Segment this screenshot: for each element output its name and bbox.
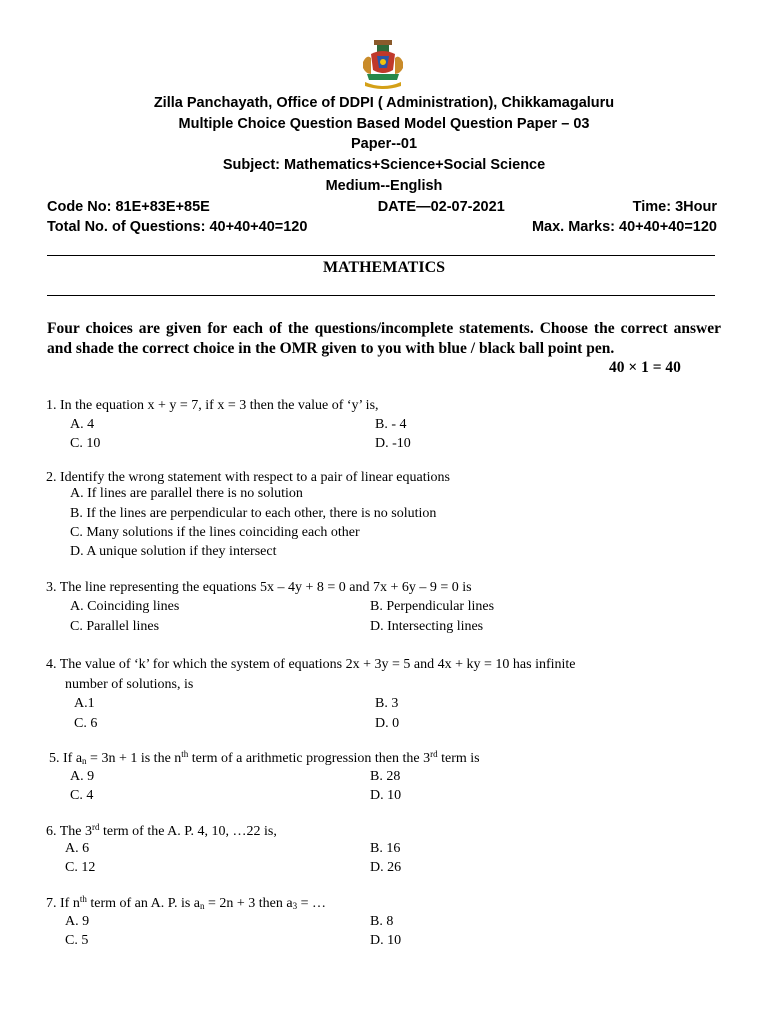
q2-option-b: B. If the lines are perpendicular to each other, there is no solution — [70, 506, 437, 521]
question-4: 4. The value of ‘k’ for which the system of equations 2x + 3y = 5 and 4x + ky = 10 has infinite — [46, 657, 576, 672]
exam-time: Time: 3Hour — [632, 199, 717, 215]
exam-date: DATE—02-07-2021 — [377, 199, 505, 215]
q3-option-c: C. Parallel lines — [70, 619, 160, 634]
q2-option-c: C. Many solutions if the lines coinciding each other — [70, 525, 360, 540]
question-1: 1. In the equation x + y = 7, if x = 3 then the value of ‘y’ is, — [46, 398, 379, 413]
header-totals-row — [47, 219, 717, 235]
q4-option-a: A.1 — [74, 696, 95, 711]
q6-superscript: rd — [92, 822, 100, 832]
q7-superscript: th — [79, 894, 87, 904]
q7-option-b: B. 8 — [370, 914, 394, 929]
q2-option-a: A. If lines are parallel there is no solution — [70, 486, 303, 501]
q4-option-d: D. 0 — [375, 716, 400, 731]
q7-text-part: 7. If n — [46, 896, 80, 911]
q5-superscript: rd — [430, 749, 438, 759]
q7-text-part: term of an A. P. is a — [86, 896, 200, 911]
max-marks: Max. Marks: 40+40+40=120 — [531, 219, 717, 235]
q1-option-b: B. - 4 — [375, 417, 407, 432]
question-3: 3. The line representing the equations 5x – 4y + 8 = 0 and 7x + 6y – 9 = 0 is — [46, 580, 472, 595]
divider-bottom — [47, 295, 715, 296]
question-4-continued: number of solutions, is — [65, 677, 194, 692]
header-paper-title: Multiple Choice Question Based Model Question Paper – 03 — [178, 116, 590, 132]
question-5 — [49, 749, 729, 769]
q1-option-d: D. -10 — [375, 436, 411, 451]
q6-option-b: B. 16 — [370, 841, 401, 856]
q5-text-part: term of a arithmetic progression then the 3 — [188, 751, 431, 766]
q5-option-c: C. 4 — [70, 788, 94, 803]
section-title: MATHEMATICS — [322, 259, 446, 276]
q7-option-d: D. 10 — [370, 933, 402, 948]
q1-option-c: C. 10 — [70, 436, 101, 451]
header-paper-number: Paper--01 — [350, 136, 418, 152]
header-subject: Subject: Mathematics+Science+Social Science — [222, 157, 546, 173]
q4-option-c: C. 6 — [74, 716, 98, 731]
q6-text-part: term of the A. P. 4, 10, …22 is, — [99, 824, 277, 839]
total-questions: Total No. of Questions: 40+40+40=120 — [47, 219, 308, 235]
q7-subscript: 3 — [292, 901, 298, 911]
q5-option-d: D. 10 — [370, 788, 402, 803]
q5-option-b: B. 28 — [370, 769, 401, 784]
q6-option-d: D. 26 — [370, 860, 402, 875]
q7-option-a: A. 9 — [65, 914, 90, 929]
state-emblem-logo — [357, 40, 409, 92]
q3-option-b: B. Perpendicular lines — [370, 599, 495, 614]
instructions: Four choices are given for each of the questions/incomplete statements. Choose the correct answer and shade the correct choice in the OMR given to you with blue / black ball point pen. — [47, 320, 721, 357]
question-7 — [46, 894, 726, 914]
q3-option-a: A. Coinciding lines — [70, 599, 180, 614]
divider-top — [47, 255, 715, 256]
q6-option-c: C. 12 — [65, 860, 96, 875]
q2-option-d: D. A unique solution if they intersect — [70, 544, 277, 559]
q4-option-b: B. 3 — [375, 696, 399, 711]
q3-option-d: D. Intersecting lines — [370, 619, 484, 634]
header-medium: Medium--English — [325, 178, 443, 194]
header-code-row — [47, 199, 717, 215]
q1-option-a: A. 4 — [70, 417, 95, 432]
q5-text-part: 5. If a — [49, 751, 83, 766]
header-office: Zilla Panchayath, Office of DDPI ( Administration), Chikkamagaluru — [153, 95, 615, 111]
q5-text-part: = 3n + 1 is the n — [86, 751, 182, 766]
code-number: Code No: 81E+83E+85E — [47, 199, 210, 215]
marks-summary: 40 × 1 = 40 — [609, 359, 681, 376]
q6-text-part: 6. The 3 — [46, 824, 93, 839]
q5-option-a: A. 9 — [70, 769, 95, 784]
question-2: 2. Identify the wrong statement with respect to a pair of linear equations — [46, 470, 450, 485]
q5-text-part: term is — [437, 751, 480, 766]
q7-subscript: n — [200, 901, 205, 911]
q7-option-c: C. 5 — [65, 933, 89, 948]
q6-option-a: A. 6 — [65, 841, 90, 856]
q7-text-part: = … — [297, 896, 327, 911]
q7-text-part: = 2n + 3 then a — [204, 896, 293, 911]
q5-superscript: th — [181, 749, 189, 759]
q5-subscript: n — [82, 756, 87, 766]
